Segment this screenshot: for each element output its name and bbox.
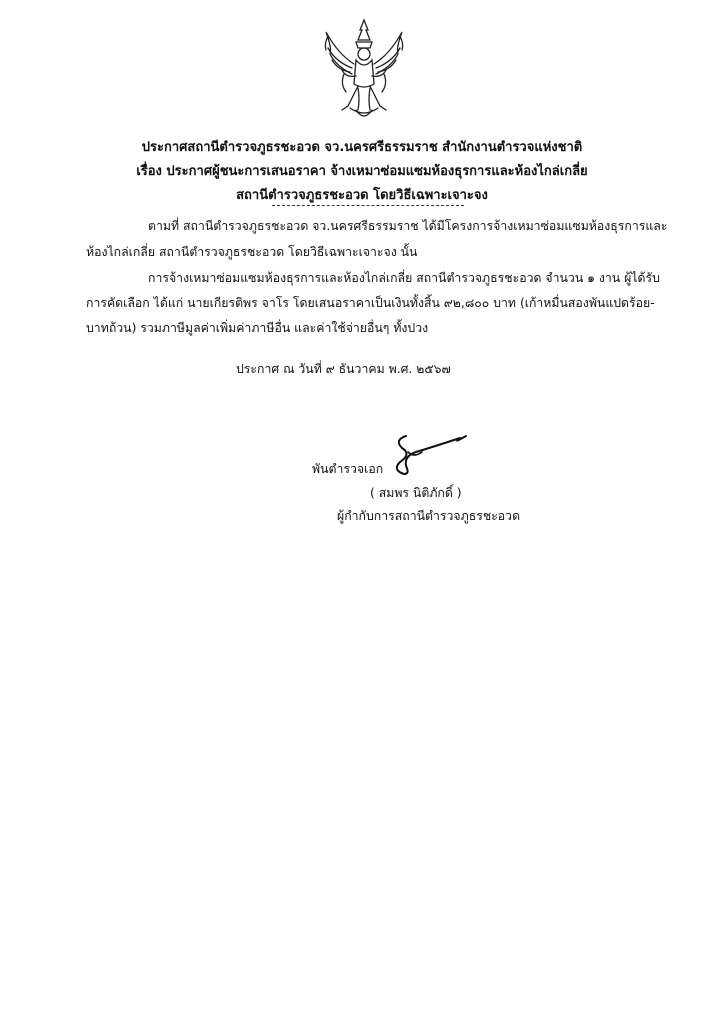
heading-method: สถานีตำรวจภูธรชะอวด โดยวิธีเฉพาะเจาะจง — [236, 188, 488, 203]
paragraph2-line2: การคัดเลือก ได้แก่ นายเกียรติพร จาโร โดยเสนอราคาเป็นเงินทั้งสิ้น ๙๒,๘๐๐ บาท (เก้าหมื่นสองพันแปดร้อย- — [86, 296, 655, 310]
heading-subject: เรื่อง ประกาศผู้ชนะการเสนอราคา จ้างเหมาซ่อมแซมห้องธุรการและห้องไกล่เกลี่ย — [136, 164, 588, 179]
signatory-rank: พันตำรวจเอก — [312, 462, 384, 476]
paragraph1-line2: ห้องไกล่เกลี่ย สถานีตำรวจภูธรชะอวด โดยวิธีเฉพาะเจาะจง นั้น — [86, 245, 418, 259]
signature-image — [386, 430, 476, 480]
paragraph2-line3: บาทถ้วน) รวมภาษีมูลค่าเพิ่มค่าภาษีอื่น และค่าใช้จ่ายอื่นๆ ทั้งปวง — [86, 321, 429, 335]
garuda-emblem-icon — [318, 14, 410, 126]
heading-agency: ประกาศสถานีตำรวจภูธรชะอวด จว.นครศรีธรรมราช สำนักงานตำรวจแห่งชาติ — [141, 140, 583, 155]
heading-divider — [272, 205, 464, 206]
announcement-date: ประกาศ ณ วันที่ ๙ ธันวาคม พ.ศ. ๒๕๖๗ — [236, 362, 451, 376]
signatory-name: ( สมพร นิติภักดิ์ ) — [370, 486, 462, 500]
paragraph1-line1: ตามที่ สถานีตำรวจภูธรชะอวด จว.นครศรีธรรมราช ได้มีโครงการจ้างเหมาซ่อมแซมห้องธุรการและ — [148, 219, 668, 233]
signatory-position: ผู้กำกับการสถานีตำรวจภูธรชะอวด — [337, 509, 521, 523]
paragraph2-line1: การจ้างเหมาซ่อมแซมห้องธุรการและห้องไกล่เกลี่ย สถานีตำรวจภูธรชะอวด จำนวน ๑ งาน ผู้ได้รับ — [148, 271, 660, 285]
